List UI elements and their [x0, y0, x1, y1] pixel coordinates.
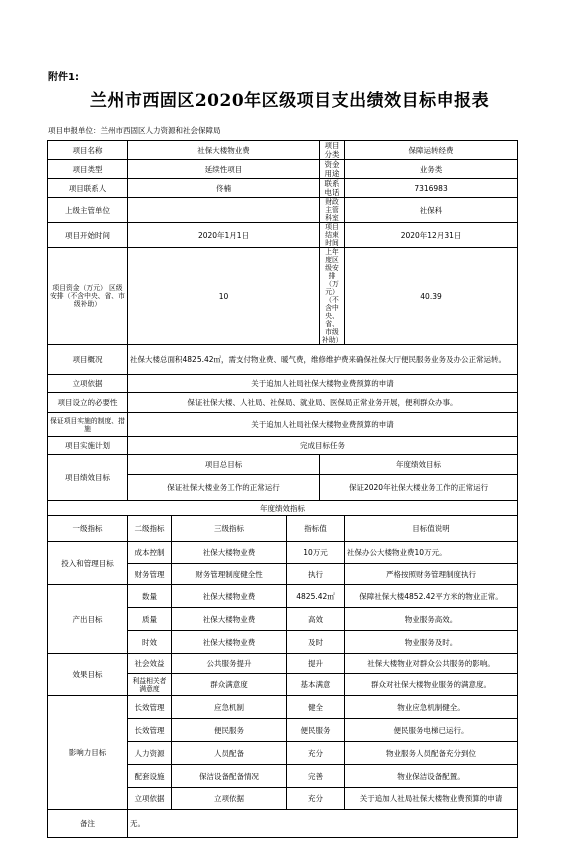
level3-indicator: 应急机制 [172, 696, 287, 719]
basis-value: 关于追加人社局社保大楼物业费预算的申请 [128, 375, 518, 393]
indicator-description: 便民服务电梯已运行。 [345, 719, 518, 742]
project-name-value: 社保大楼物业费 [128, 141, 320, 160]
table-row [48, 223, 518, 248]
level2-indicator: 财务管理 [128, 564, 172, 585]
cell-label: 项目类型 [48, 160, 128, 179]
level3-indicator: 便民服务 [172, 719, 287, 742]
level2-indicator: 长效管理 [128, 696, 172, 719]
cell-label: 项目结束时间 [320, 223, 345, 248]
level2-indicator: 立项依据 [128, 788, 172, 810]
level2-indicator: 利益相关者满意度 [128, 674, 172, 696]
finance-office-value: 社保科 [345, 198, 518, 223]
indicator-value: 健全 [287, 696, 345, 719]
cell-label: 联系电话 [320, 179, 345, 198]
indicator-value: 及时 [287, 631, 345, 654]
measures-value: 关于追加人社局社保大楼物业费预算的申请 [128, 413, 518, 437]
indicator-description: 物业保洁设备配置。 [345, 765, 518, 788]
indicator-description: 严格按照财务管理制度执行 [345, 564, 518, 585]
level2-indicator: 配套设施 [128, 765, 172, 788]
indicator-description: 物业服务及时。 [345, 631, 518, 654]
table-row [48, 375, 518, 393]
indicator-value: 完善 [287, 765, 345, 788]
cell-label: 项目分类 [320, 141, 345, 160]
performance-goal-table [47, 140, 518, 838]
total-goal-header: 项目总目标 [128, 455, 320, 475]
table-row [48, 198, 518, 223]
level2-indicator: 成本控制 [128, 542, 172, 564]
document-title: 兰州市西固区2020年区级项目支出绩效目标申报表 [89, 91, 490, 111]
attachment-label: 附件1: [48, 72, 79, 83]
table-row [48, 455, 518, 475]
total-goal-value: 保证社保大楼业务工作的正常运行 [128, 475, 320, 501]
level1-indicator: 产出目标 [48, 585, 128, 654]
level2-indicator: 数量 [128, 585, 172, 608]
level2-indicator: 社会效益 [128, 654, 172, 674]
cell-label: 财政主管科室 [320, 198, 345, 223]
level3-indicator: 社保大楼物业费 [172, 631, 287, 654]
column-header: 一级指标 [48, 516, 128, 542]
dept-value [128, 198, 320, 223]
table-row [48, 393, 518, 413]
cell-label: 上年度区级安排（万元）（不含中央、省、市级补助） [320, 248, 345, 345]
indicator-description: 社保大楼物业对群众公共服务的影响。 [345, 654, 518, 674]
table-row [48, 810, 518, 838]
indicator-section-title: 年度绩效指标 [48, 501, 518, 516]
applicant-unit: 项目申报单位：兰州市西固区人力资源和社会保障局 [48, 126, 221, 135]
level1-indicator: 投入和管理目标 [48, 542, 128, 585]
cell-label: 项目概况 [48, 345, 128, 375]
cell-label: 项目名称 [48, 141, 128, 160]
level3-indicator: 社保大楼物业费 [172, 542, 287, 564]
cell-label: 立项依据 [48, 375, 128, 393]
indicator-value: 4825.42㎡ [287, 585, 345, 608]
level1-indicator: 影响力目标 [48, 696, 128, 810]
cell-label: 项目联系人 [48, 179, 128, 198]
end-date-value: 2020年12月31日 [345, 223, 518, 248]
contact-value: 佟楠 [128, 179, 320, 198]
necessity-value: 保证社保大楼、人社局、社保局、就业局、医保局正常业务开展，便利群众办事。 [128, 393, 518, 413]
indicator-value: 提升 [287, 654, 345, 674]
fund-value: 10 [128, 248, 320, 345]
indicator-description: 社保办公大楼物业费10万元。 [345, 542, 518, 564]
table-row [48, 248, 518, 345]
table-row [48, 542, 518, 564]
project-type-value: 延续性项目 [128, 160, 320, 179]
level3-indicator: 保洁设备配备情况 [172, 765, 287, 788]
table-row [48, 516, 518, 542]
cell-label: 上级主管单位 [48, 198, 128, 223]
fund-usage-value: 业务类 [345, 160, 518, 179]
indicator-value: 高效 [287, 608, 345, 631]
indicator-value: 10万元 [287, 542, 345, 564]
level3-indicator: 人员配备 [172, 742, 287, 765]
table-row [48, 696, 518, 719]
table-row [48, 501, 518, 516]
project-category-value: 保障运转经费 [345, 141, 518, 160]
phone-value: 7316983 [345, 179, 518, 198]
annual-goal-value: 保证2020年社保大楼业务工作的正常运行 [320, 475, 518, 501]
level2-indicator: 时效 [128, 631, 172, 654]
column-header: 二级指标 [128, 516, 172, 542]
start-date-value: 2020年1月1日 [128, 223, 320, 248]
overview-value: 社保大楼总面积4825.42㎡，需支付物业费、暖气费，维修维护费来确保社保大厅便民服务业务及办公正常运转。 [128, 345, 518, 375]
level3-indicator: 群众满意度 [172, 674, 287, 696]
table-row [48, 345, 518, 375]
cell-label: 项目绩效目标 [48, 455, 128, 501]
indicator-description: 物业服务人员配备充分到位 [345, 742, 518, 765]
level3-indicator: 财务管理制度健全性 [172, 564, 287, 585]
last-year-fund-value: 40.39 [345, 248, 518, 345]
cell-label: 项目实施计划 [48, 437, 128, 455]
level3-indicator: 公共服务提升 [172, 654, 287, 674]
cell-label: 资金用途 [320, 160, 345, 179]
level3-indicator: 社保大楼物业费 [172, 585, 287, 608]
remarks-value: 无。 [128, 810, 518, 838]
level2-indicator: 长效管理 [128, 719, 172, 742]
indicator-description: 关于追加人社局社保大楼物业费预算的申请 [345, 788, 518, 810]
column-header: 目标值说明 [345, 516, 518, 542]
indicator-value: 便民服务 [287, 719, 345, 742]
indicator-description: 保障社保大楼4852.42平方米的物业正常。 [345, 585, 518, 608]
table-row [48, 437, 518, 455]
plan-value: 完成目标任务 [128, 437, 518, 455]
indicator-value: 基本满意 [287, 674, 345, 696]
table-row [48, 179, 518, 198]
table-row [48, 413, 518, 437]
cell-label: 项目设立的必要性 [48, 393, 128, 413]
table-row [48, 160, 518, 179]
column-header: 指标值 [287, 516, 345, 542]
level3-indicator: 立项依据 [172, 788, 287, 810]
indicator-description: 群众对社保大楼物业服务的满意度。 [345, 674, 518, 696]
level2-indicator: 质量 [128, 608, 172, 631]
indicator-value: 充分 [287, 788, 345, 810]
level3-indicator: 社保大楼物业费 [172, 608, 287, 631]
indicator-description: 物业应急机制健全。 [345, 696, 518, 719]
cell-label: 保证项目实施的制度、措施 [48, 413, 128, 437]
indicator-description: 物业服务高效。 [345, 608, 518, 631]
cell-label: 项目资金（万元） 区级安排（不含中央、省、市级补助） [48, 248, 128, 345]
table-row [48, 585, 518, 608]
indicator-value: 充分 [287, 742, 345, 765]
level1-indicator: 效果目标 [48, 654, 128, 696]
cell-label: 项目开始时间 [48, 223, 128, 248]
table-row [48, 654, 518, 674]
table-row [48, 141, 518, 160]
level2-indicator: 人力资源 [128, 742, 172, 765]
cell-label: 备注 [48, 810, 128, 838]
annual-goal-header: 年度绩效目标 [320, 455, 518, 475]
indicator-value: 执行 [287, 564, 345, 585]
column-header: 三级指标 [172, 516, 287, 542]
